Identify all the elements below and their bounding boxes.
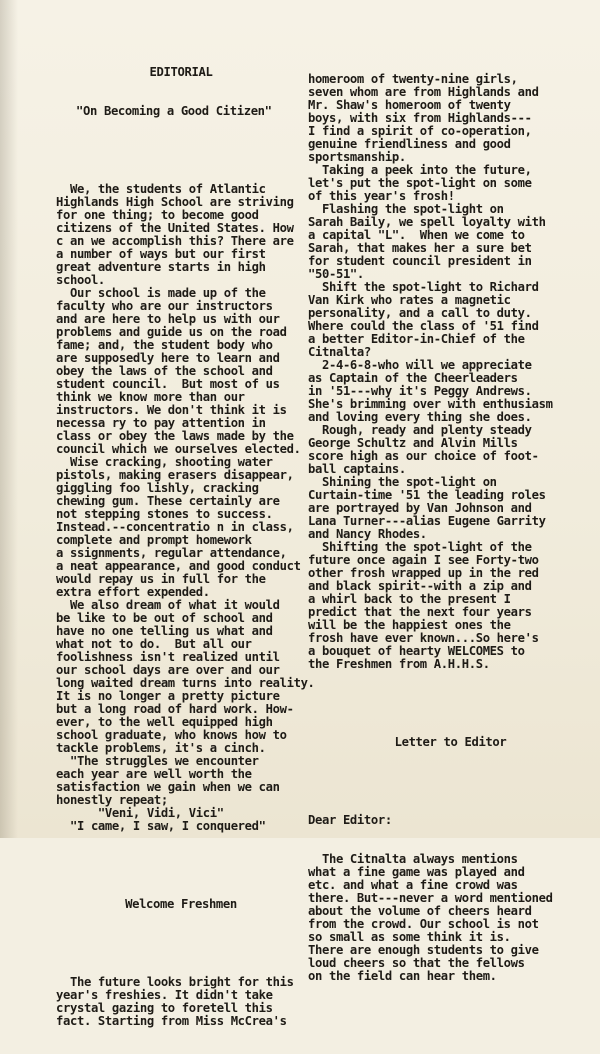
- letter-body: [308, 853, 593, 983]
- text-line: citizens of the United States. How: [56, 221, 294, 235]
- spacer: [308, 775, 593, 788]
- text-line: giggling foo lishly, cracking: [56, 481, 259, 495]
- text-line: on the field can hear them.: [308, 969, 497, 983]
- right-column: [308, 47, 593, 1009]
- text-line: Sarah, that makes her a sure bet: [308, 241, 532, 255]
- text-line: Shifting the spot-light of the: [308, 540, 532, 554]
- text-line: "The struggles we encounter: [56, 754, 259, 768]
- text-line: our school days are over and our: [56, 663, 280, 677]
- text-line: c an we accomplish this? There are: [56, 234, 294, 248]
- text-line: complete and prompt homework: [56, 533, 252, 547]
- text-line: Citnalta?: [308, 345, 371, 359]
- text-line: Highlands High School are striving: [56, 195, 294, 209]
- spacer: [56, 937, 306, 950]
- text-line: Sarah Baily, we spell loyalty with: [308, 215, 546, 229]
- text-line: Shining the spot-light on: [308, 475, 497, 489]
- text-line: faculty who are our instructors: [56, 299, 273, 313]
- text-line: are supposedly here to learn and: [56, 351, 280, 365]
- text-line: instructors. We don't think it is: [56, 403, 287, 417]
- text-line: We also dream of what it would: [56, 598, 280, 612]
- text-line: The future looks bright for this: [56, 975, 294, 989]
- text-line: and loving every thing she does.: [308, 410, 532, 424]
- editorial-body: [56, 182, 315, 833]
- text-line: think we know more than our: [56, 390, 245, 404]
- text-line: She's brimming over with enthusiasm: [308, 397, 553, 411]
- text-line: what a fine game was played and: [308, 865, 525, 879]
- text-line: necessa ry to pay attention in: [56, 416, 266, 430]
- text-line: as Captain of the Cheerleaders: [308, 371, 518, 385]
- text-line: satisfaction we gain when we can: [56, 780, 280, 794]
- text-line: about the volume of cheers heard: [308, 904, 532, 918]
- page-edge-shadow: [0, 0, 18, 838]
- text-line: council which we ourselves elected.: [56, 442, 301, 456]
- text-line: loud cheers so that the fellows: [308, 956, 525, 970]
- welcome-freshmen-body: [56, 976, 306, 1028]
- letter-salutation: Dear Editor:: [308, 813, 392, 827]
- text-line: great adventure starts in high: [56, 260, 266, 274]
- text-line: are portrayed by Van Johnson and: [308, 501, 532, 515]
- text-line: "50-51".: [308, 267, 364, 281]
- text-line: Rough, ready and plenty steady: [308, 423, 532, 437]
- text-line: let's put the spot-light on some: [308, 176, 532, 190]
- text-line: Lana Turner---alias Eugene Garrity: [308, 514, 546, 528]
- text-line: Wise cracking, shooting water: [56, 455, 273, 469]
- text-line: Curtain-time '51 the leading roles: [308, 488, 546, 502]
- editorial-title: EDITORIAL: [149, 65, 213, 79]
- text-line: of this year's frosh!: [308, 189, 455, 203]
- spacer: [308, 697, 593, 710]
- text-line: a number of ways but our first: [56, 247, 266, 261]
- welcome-freshmen-title: Welcome Freshmen: [125, 897, 237, 911]
- text-line: Van Kirk who rates a magnetic: [308, 293, 511, 307]
- text-line: It is no longer a pretty picture: [56, 689, 280, 703]
- text-line: personality, and a call to duty.: [308, 306, 532, 320]
- text-line: student council. But most of us: [56, 377, 280, 391]
- text-line: seven whom are from Highlands and: [308, 85, 539, 99]
- text-line: future once again I see Forty-two: [308, 553, 539, 567]
- text-line: fame; and, the student body who: [56, 338, 273, 352]
- text-line: and black spirit--with a zip and: [308, 579, 532, 593]
- text-line: for one thing; to become good: [56, 208, 259, 222]
- text-line: Mr. Shaw's homeroom of twenty: [308, 98, 511, 112]
- text-line: in '51---why it's Peggy Andrews.: [308, 384, 532, 398]
- text-line: crystal gazing to foretell this: [56, 1001, 273, 1015]
- text-line: homeroom of twenty-nine girls,: [308, 72, 518, 86]
- text-line: extra effort expended.: [56, 585, 210, 599]
- text-line: a neat appearance, and good conduct: [56, 559, 301, 573]
- text-line: Flashing the spot-light on: [308, 202, 504, 216]
- text-line: ball captains.: [308, 462, 406, 476]
- text-line: so small as some think it is.: [308, 930, 511, 944]
- welcome-freshmen-continued: [308, 73, 593, 671]
- text-line: Our school is made up of the: [56, 286, 266, 300]
- text-line: There are enough students to give: [308, 943, 539, 957]
- text-line: "Veni, Vidi, Vici": [56, 806, 224, 820]
- text-line: 2-4-6-8-who will we appreciate: [308, 358, 532, 372]
- text-line: pistols, making erasers disappear,: [56, 468, 294, 482]
- text-line: genuine friendliness and good: [308, 137, 511, 151]
- text-line: the Freshmen from A.H.H.S.: [308, 657, 490, 671]
- text-line: each year are well worth the: [56, 767, 252, 781]
- text-line: Shift the spot-light to Richard: [308, 280, 539, 294]
- text-line: a capital "L". When we come to: [308, 228, 525, 242]
- text-line: George Schultz and Alvin Mills: [308, 436, 518, 450]
- text-line: ever, to the well equipped high: [56, 715, 273, 729]
- text-line: there. But---never a word mentioned: [308, 891, 553, 905]
- text-line: Where could the class of '51 find: [308, 319, 539, 333]
- text-line: for student council president in: [308, 254, 532, 268]
- text-line: what not to do. But all our: [56, 637, 252, 651]
- text-line: tackle problems, it's a cinch.: [56, 741, 266, 755]
- spacer: [56, 859, 306, 872]
- text-line: and Nancy Rhodes.: [308, 527, 427, 541]
- text-line: I find a spirit of co-operation,: [308, 124, 532, 138]
- text-line: from the crowd. Our school is not: [308, 917, 539, 931]
- text-line: Taking a peek into the future,: [308, 163, 532, 177]
- text-line: class or obey the laws made by the: [56, 429, 294, 443]
- text-line: a bouquet of hearty WELCOMES to: [308, 644, 525, 658]
- text-line: The Citnalta always mentions: [308, 852, 518, 866]
- text-line: chewing gum. These certainly are: [56, 494, 280, 508]
- text-line: etc. and what a fine crowd was: [308, 878, 518, 892]
- text-line: be like to be out of school and: [56, 611, 273, 625]
- text-line: foolishness isn't realized until: [56, 650, 280, 664]
- text-line: year's freshies. It didn't take: [56, 988, 273, 1002]
- text-line: not stepping stones to success.: [56, 507, 273, 521]
- text-line: have no one telling us what and: [56, 624, 273, 638]
- spacer: [56, 144, 306, 157]
- text-line: "I came, I saw, I conquered": [56, 819, 266, 833]
- text-line: problems and guide us on the road: [56, 325, 287, 339]
- editorial-subtitle: "On Becoming a Good Citizen": [76, 104, 272, 118]
- text-line: predict that the next four years: [308, 605, 532, 619]
- text-line: a ssignments, regular attendance,: [56, 546, 287, 560]
- text-line: a better Editor-in-Chief of the: [308, 332, 525, 346]
- text-line: Instead.--concentratio n in class,: [56, 520, 294, 534]
- letter-to-editor-title: Letter to Editor: [394, 735, 507, 749]
- text-line: fact. Starting from Miss McCrea's: [56, 1014, 287, 1028]
- text-line: score high as our choice of foot-: [308, 449, 539, 463]
- text-line: boys, with six from Highlands---: [308, 111, 532, 125]
- text-line: will be the happiest ones the: [308, 618, 511, 632]
- left-column: [56, 40, 315, 1054]
- text-line: school graduate, who knows how to: [56, 728, 287, 742]
- text-line: obey the laws of the school and: [56, 364, 273, 378]
- text-line: but a long road of hard work. How-: [56, 702, 294, 716]
- text-line: long waited dream turns into reality.: [56, 676, 315, 690]
- text-line: school.: [56, 273, 105, 287]
- text-line: We, the students of Atlantic: [56, 182, 266, 196]
- text-line: honestly repeat;: [56, 793, 168, 807]
- text-line: sportsmanship.: [308, 150, 406, 164]
- text-line: a whirl back to the present I: [308, 592, 511, 606]
- text-line: frosh have ever known...So here's: [308, 631, 539, 645]
- text-line: other frosh wrapped up in the red: [308, 566, 539, 580]
- text-line: and are here to help us with our: [56, 312, 280, 326]
- text-line: would repay us in full for the: [56, 572, 266, 586]
